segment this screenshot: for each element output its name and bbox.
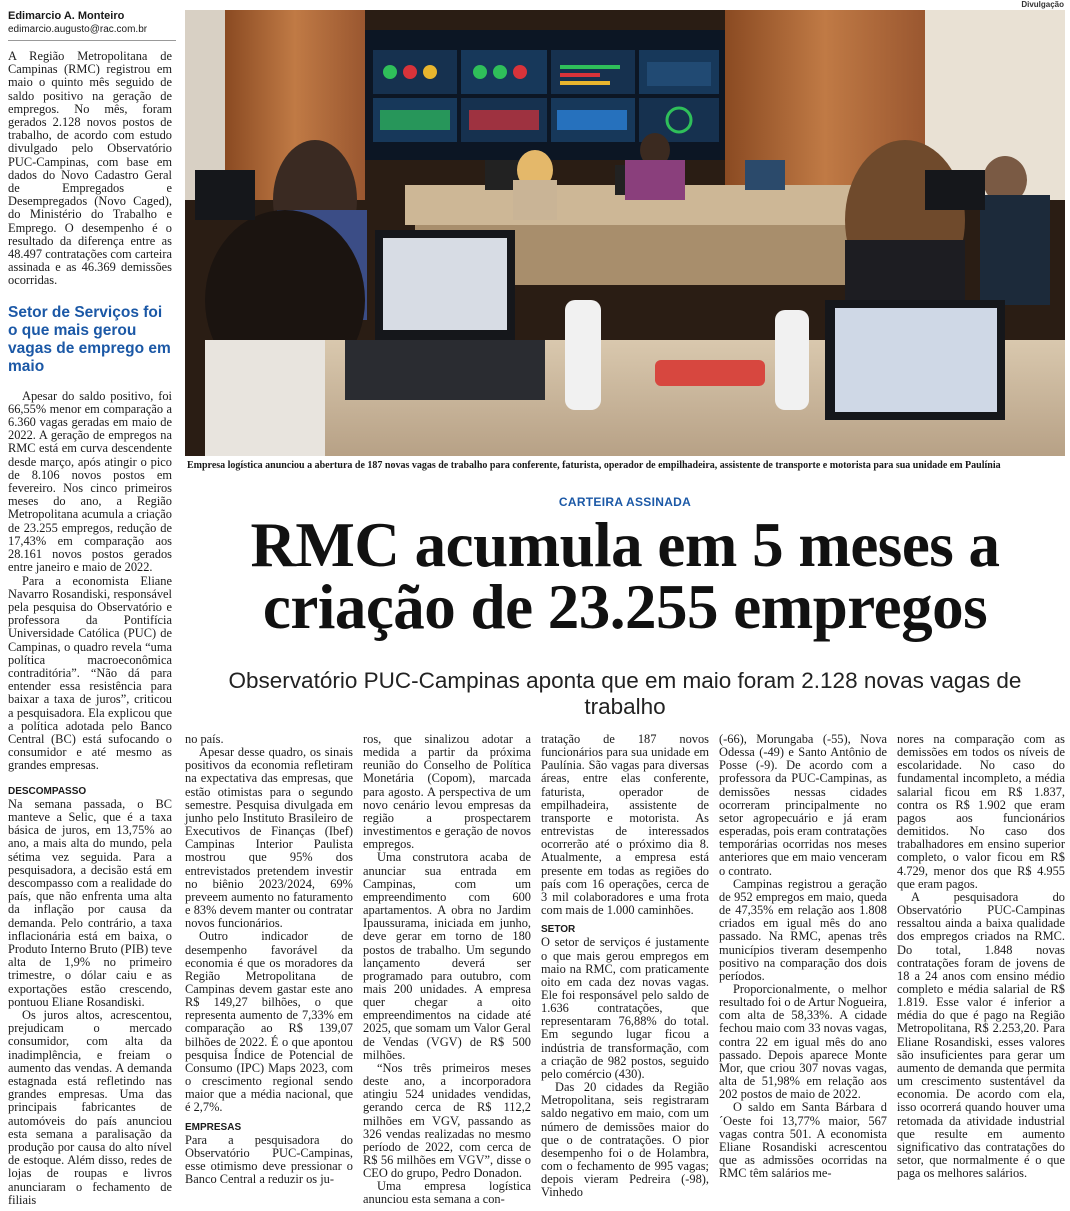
headline-line-1: RMC acumula em 5 meses a xyxy=(250,510,1000,580)
body-column-5 xyxy=(719,733,887,1180)
paragraph: Uma construtora acaba de anunciar sua entrada em Campinas, com um empreendimento com 600 apartamentos. A obra no Jardim Ipaussurama, iniciada em junho, deve gerar em torno de 180 postos de trabalho. Um segundo lançamento deverá ser programado para outubro, com mais 200 unidades. A empresa quer chegar a oito empreendimentos na cidade até 2025, que somam um Valor Geral de Vendas (VGV) de R$ 500 milhões. xyxy=(363,850,531,1062)
office-scene-illustration xyxy=(185,10,1065,456)
paragraph: Na semana passada, o BC manteve a Selic, que é a taxa básica de juros, em 13,75% ao ano, a mais alta do mundo, pela sétima vez seguida. Para a pesquisadora, a decisão está em descompasso com a realidade do país, que não enfrenta uma alta da inflação por causa da demanda. Pelo contrário, a taxa inflacionária está em baixa, o Produto Interno Bruto (PIB) teve alta de 1,9% no primeiro trimestre, o dólar caiu e as exportações estão crescendo, pontuou Eliane Rosandiski. xyxy=(8,796,172,1009)
paragraph: Proporcionalmente, o melhor resultado foi o de Artur Nogueira, com alta de 58,33%. A cidade fechou maio com 33 novas vagas, contra 22 em igual mês do ano passado. Depois aparece Monte Mor, que criou 307 novas vagas, alta de 51,98% em relação aos 202 postos de maio de 2022. xyxy=(719,981,887,1102)
paragraph: Outro indicador de desempenho favorável da economia é que os moradores da Região Metropolitana de Campinas devem gastar este ano R$ 149,27 bilhões, o que representa aumento de 7,33% em comparação ao R$ 139,07 bilhões de 2022. É o que apontou pesquisa Índice de Potencial de Consumo (IPC) Maps 2023, com o crescimento regional sendo maior que a média nacional, que é 2,7%. xyxy=(185,929,353,1115)
body-column-6 xyxy=(897,733,1065,1180)
paragraph: ros, que sinalizou adotar a medida a partir da próxima reunião do Conselho de Política Monetária (Copom), marcada para agosto. A perspectiva de um novo cenário levou empresas da região a prospectarem investimentos e geração de novos empregos. xyxy=(363,732,531,852)
paragraph: (-66), Morungaba (-55), Nova Odessa (-49) e Santo Antônio de Posse (-9). De acordo com a professora da PUC-Campinas, as demissões nessas cidades ocorreram principalmente no setor agropecuário e já eram esperadas, pois eram contratações temporárias ocorridas nos meses anteriores que em maio venceram o contrato. xyxy=(719,732,887,878)
paragraph: Campinas registrou a geração de 952 empregos em maio, queda de 47,35% em relação aos 1.808 criados em igual mês do ano passado. Na RMC, apenas três municípios tiveram desempenho positivo na comparação dos dois períodos. xyxy=(719,876,887,983)
section-heading: EMPRESAS xyxy=(185,1121,242,1133)
paragraph: Para a economista Eliane Navarro Rosandiski, responsável pela pesquisa do Observatório e professora da Pontifícia Universidade Católica (PUC) de Campinas, o quadro revela “uma política macroeconômica contraditória”. “Não dá para entender essa resistência para baixar a taxa de juros”, criticou a pesquisadora. Ela explicou que a política adotada pelo Banco Central (BC) está sufocando o consumidor e até mesmo as grandes empresas. xyxy=(8,573,172,773)
paragraph: O setor de serviços é justamente o que mais gerou empregos em maio na RMC, com praticamente oito em cada dez novas vagas. Ele foi responsável pelo saldo de 1.636 contratações, que representaram 76,88% do total. Em segundo lugar ficou a indústria de transformação, com a criação de 982 postos, seguido pelo comércio (430). xyxy=(541,935,709,1081)
paragraph: O saldo em Santa Bárbara d´Oeste foi 13,77% maior, 567 vagas contra 501. A economista Eliane Rosandiski acrescentou que as admissões ocorridas na RMC têm salários me- xyxy=(719,1100,887,1181)
photo-credit: Divulgação xyxy=(1021,0,1064,9)
section-heading: SETOR xyxy=(541,924,576,936)
lead-paragraph: A Região Metropolitana de Campinas (RMC) registrou em maio o quinto mês seguido de saldo positivo na geração de empregos. No mês, foram gerados 2.128 novos postos de trabalho, de acordo com estudo divulgado pelo Observatório PUC-Campinas, com base em dados do Novo Cadastro Geral de Empregados e Desempregados (Novo Caged), do Ministério do Trabalho e Emprego. O desempenho é o resultado da diferença entre as 48.497 contratações com carteira assinada e as 46.369 demissões ocorridas. xyxy=(8,49,172,288)
author-email[interactable]: edimarcio.augusto@rac.com.br xyxy=(8,23,176,41)
deck: Observatório PUC-Campinas aponta que em maio foram 2.128 novas vagas de trabalho xyxy=(228,668,1022,719)
section-heading: DESCOMPASSO xyxy=(8,785,87,797)
subhead: Setor de Serviços foi o que mais gerou vagas de emprego em maio xyxy=(8,303,171,375)
paragraph: Apesar do saldo positivo, foi 66,55% menor em comparação a 6.360 vagas geradas em maio de 2022. A geração de empregos na RMC está em curva descendente desde março, após atingir o pico de 8.106 novos postos em fevereiro. Nos cinco primeiros meses do ano, a Região Metropolitana acumula a criação de 23.255 empregos, redução de 17,43% em comparação aos 28.161 novos postos gerados entre janeiro e maio de 2022. xyxy=(8,388,172,575)
paragraph: tratação de 187 novos funcionários para sua unidade em Paulínia. São vagas para diversas áreas, entre elas conferente, faturista, operador de empilhadeira, assistente de transporte e motorista. As entrevistas de interessados ocorrerão até o próximo dia 8. Atualmente, a empresa está presente em todas as regiões do país com 16 operações, cerca de 3 mil colaboradores e uma frota com mais de 1.000 caminhões. xyxy=(541,732,709,918)
byline xyxy=(8,10,176,41)
paragraph: A pesquisadora do Observatório PUC-Campinas ressaltou ainda a baixa qualidade dos empregos criados na RMC. Do total, 1.848 novas contratações foram de jovens de 18 a 24 anos com ensino médio completo e média salarial de R$ 1.819. Esse valor é inferior a média do que é pago na Região Metropolitana, R$ 2.253,20. Para Eliane Rosandiski, esses valores são insuficientes para gerar um aumento de demanda que permita um crescimento sustentável da economia. De acordo com ela, isso ocorrerá quando houver uma retomada da atividade industrial que resulte em aumento significativo das contratações do setor, que normalmente é o que paga os melhores salários. xyxy=(897,889,1065,1181)
body-column-4 xyxy=(541,733,709,1199)
paragraph: no país. xyxy=(185,732,224,746)
headline-line-2: criação de 23.255 empregos xyxy=(262,572,988,642)
article-photo xyxy=(185,10,1065,456)
photo-caption: Empresa logística anunciou a abertura de 187 novas vagas de trabalho para conferente, faturista, operador de empilhadeira, assistente de transporte e motorista para sua unidade em Paulínia xyxy=(187,460,1001,471)
paragraph: Os juros altos, acrescentou, prejudicam o mercado consumidor, com alta da inadimplência, e freiam o aumento das vendas. A demanda estagnada está refletindo nas grandes empresas. Uma das principais fabricantes de automóveis do país anunciou esta semana a paralisação da produção por causa do alto nível de estoque. Além disso, redes de lojas de roupas e livros anunciaram o fechamento de filiais xyxy=(8,1008,172,1207)
body-column-2 xyxy=(185,733,353,1186)
paragraph: Das 20 cidades da Região Metropolitana, seis registraram saldo negativo em maio, com um número de demissões maior do que o de contratações. O pior desempenho foi o de Holambra, com o fechamento de 995 vagas; depois vieram Pedreira (-98), Vinhedo xyxy=(541,1080,709,1200)
paragraph: Apesar desse quadro, os sinais positivos da economia refletiram na expectativa das empresas, que estão otimistas para o segundo semestre. Pesquisa divulgada em junho pelo Instituto Brasileiro de Executivos de Finanças (Ibef) Campinas Interior Paulista mostrou que 95% dos entrevistados pretendem investir no biênio 2023/2024, 69% preveem aumento no faturamento e 83% devem manter ou contratar novos funcionários. xyxy=(185,745,353,931)
paragraph: nores na comparação com as demissões em todos os níveis de escolaridade. No caso do fundamental incompleto, a média salarial ficou em R$ 1.837, contra os R$ 1.902 que eram pagos aos funcionários demitidos. No caso dos trabalhadores em ensino superior completo, o valor ficou em R$ 4.729, menor dos que R$ 4.955 que eram pagos. xyxy=(897,732,1065,891)
paragraph: “Nos três primeiros meses deste ano, a incorporadora atingiu 524 unidades vendidas, gerando cerca de R$ 112,2 milhões em VGV, passando as 326 vendas realizadas no mesmo período de 2022, com cerca de R$ 56 milhões em VGV”, disse o CEO do grupo, Pedro Donadon. xyxy=(363,1060,531,1181)
paragraph: Para a pesquisadora do Observatório PUC-Campinas, esse otimismo deve pressionar o Banco Central a reduzir os ju- xyxy=(185,1132,353,1187)
intro-column xyxy=(8,50,172,1207)
headline xyxy=(185,510,1065,642)
paragraph: Uma empresa logística anunciou esta semana a con- xyxy=(363,1179,531,1207)
author-name: Edimarcio A. Monteiro xyxy=(8,10,125,22)
body-column-3 xyxy=(363,733,531,1207)
kicker: CARTEIRA ASSINADA xyxy=(558,495,692,509)
